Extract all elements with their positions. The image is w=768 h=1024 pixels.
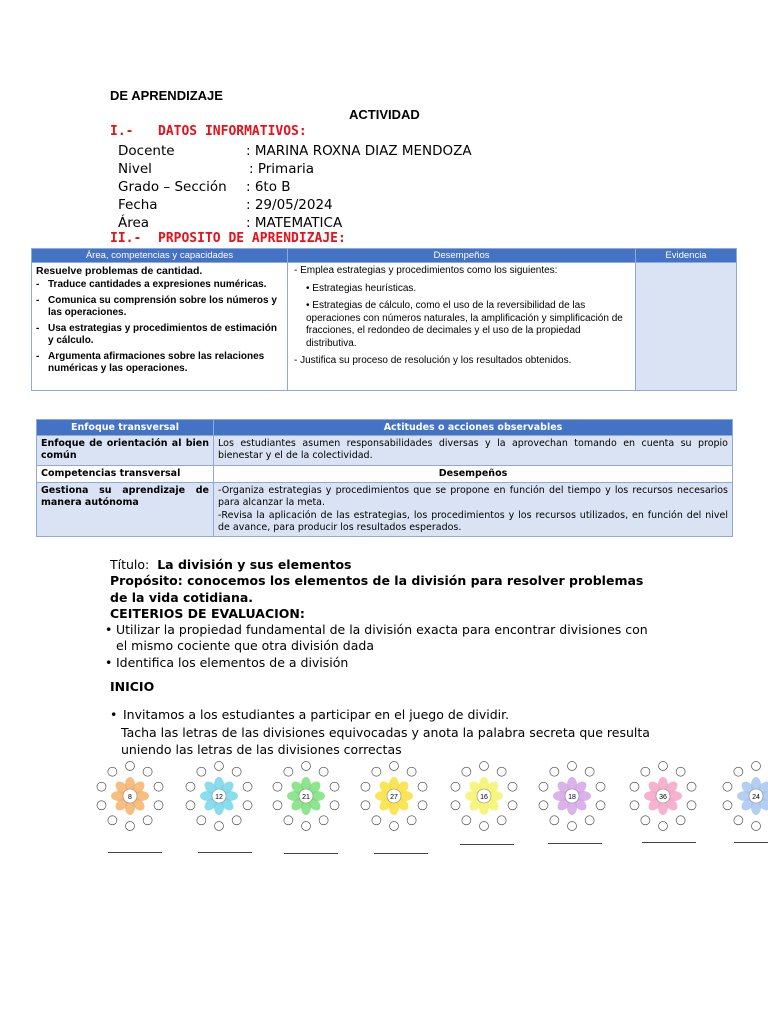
wheel-letter-circle[interactable] xyxy=(480,762,489,771)
division-wheel[interactable] xyxy=(723,762,768,831)
wheel-center-number: 8 xyxy=(128,794,132,801)
wheel-letter-circle[interactable] xyxy=(508,782,517,791)
wheel-letter-circle[interactable] xyxy=(330,782,339,791)
wheel-letter-circle[interactable] xyxy=(451,782,460,791)
answer-line[interactable] xyxy=(734,842,768,843)
wheel-letter-circle[interactable] xyxy=(462,816,471,825)
wheel-letter-circle[interactable] xyxy=(319,767,328,776)
wheel-letter-circle[interactable] xyxy=(197,816,206,825)
division-wheel[interactable] xyxy=(539,762,605,831)
wheel-letter-circle[interactable] xyxy=(215,762,224,771)
answer-line[interactable] xyxy=(642,842,696,843)
division-wheel[interactable] xyxy=(273,762,339,831)
wheel-letter-circle[interactable] xyxy=(630,801,639,810)
wheel-letter-circle[interactable] xyxy=(361,801,370,810)
wheel-letter-circle[interactable] xyxy=(126,822,135,831)
wheel-letter-circle[interactable] xyxy=(302,762,311,771)
division-wheel[interactable] xyxy=(361,762,427,831)
wheel-letter-circle[interactable] xyxy=(676,767,685,776)
info-value: : MARINA ROXNA DIAZ MENDOZA xyxy=(246,143,472,159)
wheel-letter-circle[interactable] xyxy=(186,782,195,791)
col-header-actitudes: Actitudes o acciones observables xyxy=(214,420,733,436)
section-2-number: II.- xyxy=(110,231,142,246)
wheel-letter-circle[interactable] xyxy=(108,767,117,776)
wheel-letter-circle[interactable] xyxy=(585,767,594,776)
answer-line[interactable] xyxy=(108,852,162,853)
wheel-center-number: 16 xyxy=(480,794,488,801)
wheel-letter-circle[interactable] xyxy=(108,816,117,825)
col-header-desempenos: Desempeños xyxy=(288,249,636,263)
wheel-letter-circle[interactable] xyxy=(243,782,252,791)
wheel-center-number: 27 xyxy=(390,794,398,801)
col-header-evidencia: Evidencia xyxy=(636,249,737,263)
wheel-letter-circle[interactable] xyxy=(752,822,761,831)
inicio-item: • Invitamos a los estudiantes a participar en el juego de dividir. xyxy=(110,707,655,723)
wheel-letter-circle[interactable] xyxy=(539,782,548,791)
wheel-center-number: 24 xyxy=(752,794,760,801)
answer-line[interactable] xyxy=(284,853,338,854)
col-header-area: Área, competencias y capacidades xyxy=(32,249,288,263)
info-value: : 6to B xyxy=(246,179,291,195)
criteria-title: CEITERIOS DE EVALUACION: xyxy=(110,605,305,621)
wheel-letter-circle[interactable] xyxy=(596,801,605,810)
wheel-letter-circle[interactable] xyxy=(390,822,399,831)
info-value: : Primaria xyxy=(249,161,315,177)
capacidad-item: - Argumenta afirmaciones sobre las relaciones numéricas y las operaciones. xyxy=(36,351,283,375)
wheel-letter-circle[interactable] xyxy=(284,816,293,825)
wheel-letter-circle[interactable] xyxy=(215,822,224,831)
wheel-letter-circle[interactable] xyxy=(550,816,559,825)
section-2-heading xyxy=(110,231,346,246)
info-value: : MATEMATICA xyxy=(246,215,343,231)
col-header-enfoque: Enfoque transversal xyxy=(37,420,214,436)
wheel-letter-circle[interactable] xyxy=(284,767,293,776)
wheel-letter-circle[interactable] xyxy=(154,782,163,791)
wheel-letter-circle[interactable] xyxy=(390,762,399,771)
wheel-letter-circle[interactable] xyxy=(568,762,577,771)
wheel-letter-circle[interactable] xyxy=(97,782,106,791)
competencias-cell xyxy=(32,263,288,391)
answer-line[interactable] xyxy=(548,843,602,844)
wheel-letter-circle[interactable] xyxy=(407,767,416,776)
info-key: Nivel xyxy=(118,161,152,177)
wheel-letter-circle[interactable] xyxy=(186,801,195,810)
wheel-letter-circle[interactable] xyxy=(659,822,668,831)
title-label: Título: xyxy=(110,557,150,572)
wheel-letter-circle[interactable] xyxy=(232,816,241,825)
wheel-letter-circle[interactable] xyxy=(154,801,163,810)
desempenos-cell xyxy=(288,263,636,391)
wheel-letter-circle[interactable] xyxy=(596,782,605,791)
wheel-letter-circle[interactable] xyxy=(687,782,696,791)
wheel-letter-circle[interactable] xyxy=(480,822,489,831)
wheel-letter-circle[interactable] xyxy=(197,767,206,776)
wheel-letter-circle[interactable] xyxy=(568,822,577,831)
wheel-letter-circle[interactable] xyxy=(143,816,152,825)
lesson-title: La división y sus elementos xyxy=(157,557,352,572)
criteria-item: • Identifica los elementos de a división xyxy=(105,655,655,671)
wheel-letter-circle[interactable] xyxy=(126,762,135,771)
competencia-title: Resuelve problemas de cantidad. xyxy=(36,265,203,277)
wheel-letter-circle[interactable] xyxy=(723,801,732,810)
wheel-letter-circle[interactable] xyxy=(659,762,668,771)
wheel-letter-circle[interactable] xyxy=(407,816,416,825)
wheel-letter-circle[interactable] xyxy=(641,767,650,776)
wheel-letter-circle[interactable] xyxy=(361,782,370,791)
wheel-letter-circle[interactable] xyxy=(418,801,427,810)
desempeno-item: • Estrategias de cálculo, como el uso de la reversibilidad de las operaciones con números naturales, la amplificación y simplificación de fracciones, el redondeo de decimales y el uso de la propiedad distributiva. xyxy=(306,300,623,349)
desempeno-item: - Emplea estrategias y procedimientos como los siguientes: xyxy=(294,265,558,276)
wheel-letter-circle[interactable] xyxy=(97,801,106,810)
desempeno-item: - Justifica su proceso de resolución y los resultados obtenidos. xyxy=(294,355,572,366)
gestiona-item: -Organiza estrategias y procedimientos que se propone en función del tiempo y los recursos necesarios para alcanzar la meta. xyxy=(218,485,728,509)
wheel-letter-circle[interactable] xyxy=(302,822,311,831)
wheel-letter-circle[interactable] xyxy=(539,801,548,810)
section-2-title: PRPOSITO DE APRENDIZAJE: xyxy=(158,231,346,246)
inicio-heading: INICIO xyxy=(110,678,155,694)
wheel-letter-circle[interactable] xyxy=(243,801,252,810)
wheel-letter-circle[interactable] xyxy=(585,816,594,825)
doc-heading: DE APRENDIZAJE xyxy=(110,88,223,103)
gestiona-item: -Revisa la aplicación de las estrategias, los procedimientos y los recursos utilizados, en función del nivel de avance, para producir los resultados esperados. xyxy=(218,509,728,534)
wheel-letter-circle[interactable] xyxy=(418,782,427,791)
wheel-letter-circle[interactable] xyxy=(723,782,732,791)
wheel-letter-circle[interactable] xyxy=(273,782,282,791)
wheel-letter-circle[interactable] xyxy=(232,767,241,776)
criteria-item: • Utilizar la propiedad fundamental de la división exacta para encontrar divisiones con el mismo cociente que otra división dada xyxy=(105,622,655,655)
gestiona-text xyxy=(214,483,733,537)
wheel-letter-circle[interactable] xyxy=(497,767,506,776)
wheel-letter-circle[interactable] xyxy=(687,801,696,810)
division-wheel[interactable] xyxy=(186,762,252,831)
wheel-letter-circle[interactable] xyxy=(641,816,650,825)
section-1-heading xyxy=(110,124,307,139)
transversal-table xyxy=(36,419,733,537)
division-wheel[interactable] xyxy=(451,762,517,831)
wheel-letter-circle[interactable] xyxy=(451,801,460,810)
wheel-letter-circle[interactable] xyxy=(462,767,471,776)
instruction-text: Tacha las letras de las divisiones equivocadas y anota la palabra secreta que resulta uniendo las letras de las divisiones correctas xyxy=(121,725,650,757)
capacidad-item: - Comunica su comprensión sobre los números y las operaciones. xyxy=(36,295,283,319)
wheel-letter-circle[interactable] xyxy=(319,816,328,825)
desempeno-item: • Estrategias heurísticas. xyxy=(306,282,417,294)
capacidad-item: - Traduce cantidades a expresiones numéricas. xyxy=(36,279,283,291)
wheel-letter-circle[interactable] xyxy=(630,782,639,791)
lesson-purpose: Propósito: conocemos los elementos de la división para resolver problemas de la vida cotidiana. xyxy=(110,573,644,605)
section-1-title: DATOS INFORMATIVOS: xyxy=(158,124,307,139)
division-wheels xyxy=(88,760,768,840)
lesson-body xyxy=(110,557,655,758)
capacidad-item: - Usa estrategias y procedimientos de estimación y cálculo. xyxy=(36,323,283,347)
wheel-letter-circle[interactable] xyxy=(734,816,743,825)
answer-line[interactable] xyxy=(374,853,428,854)
info-key: Grado – Sección xyxy=(118,179,227,195)
info-key: Docente xyxy=(118,143,175,159)
wheel-letter-circle[interactable] xyxy=(550,767,559,776)
title-line xyxy=(110,557,655,573)
evidencia-cell xyxy=(636,263,737,391)
section-1-number: I.- xyxy=(110,124,134,139)
activity-heading: ACTIVIDAD xyxy=(349,107,420,122)
wheel-letter-circle[interactable] xyxy=(372,767,381,776)
division-wheel[interactable] xyxy=(97,762,163,831)
wheel-letter-circle[interactable] xyxy=(508,801,517,810)
wheel-center-number: 18 xyxy=(568,794,576,801)
wheel-letter-circle[interactable] xyxy=(497,816,506,825)
capacidades-list xyxy=(36,279,283,375)
wheel-letter-circle[interactable] xyxy=(330,801,339,810)
wheel-letter-circle[interactable] xyxy=(752,762,761,771)
enfoque-text: Los estudiantes asumen responsabilidades diversas y la aprovechan tomando en cuenta su propio bienestar y el de la colectividad. xyxy=(214,436,733,466)
wheel-center-number: 12 xyxy=(215,794,223,801)
wheel-center-number: 36 xyxy=(659,794,667,801)
wheel-letter-circle[interactable] xyxy=(734,767,743,776)
wheel-letter-circle[interactable] xyxy=(143,767,152,776)
info-key: Fecha xyxy=(118,197,158,213)
desempenos-subheader: Desempeños xyxy=(214,465,733,482)
wheel-letter-circle[interactable] xyxy=(273,801,282,810)
info-value: : 29/05/2024 xyxy=(246,197,333,213)
enfoque-label: Enfoque de orientación al bien común xyxy=(37,436,214,466)
competencias-transversal-label: Competencias transversal xyxy=(37,465,214,482)
purpose-table xyxy=(31,248,737,391)
answer-line[interactable] xyxy=(198,852,252,853)
wheel-center-number: 21 xyxy=(302,794,310,801)
info-key: Área xyxy=(118,215,150,231)
gestiona-label: Gestiona su aprendizaje de manera autónoma xyxy=(37,483,214,537)
division-wheel[interactable] xyxy=(630,762,696,831)
wheel-letter-circle[interactable] xyxy=(372,816,381,825)
answer-line[interactable] xyxy=(460,844,514,845)
wheel-letter-circle[interactable] xyxy=(676,816,685,825)
